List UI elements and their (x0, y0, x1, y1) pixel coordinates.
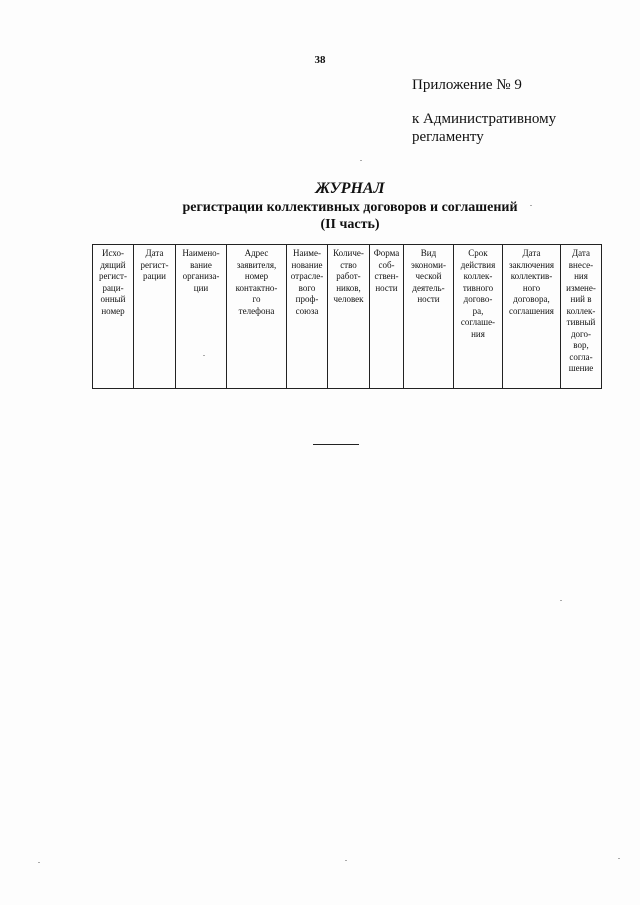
appendix-title: Приложение № 9 (412, 77, 522, 93)
scan-speck (618, 858, 620, 859)
page-number: 38 (314, 54, 326, 66)
column-header-economic-activity: Вид экономи- ческой деятель- ности (404, 245, 454, 389)
scan-speck (203, 355, 205, 356)
journal-subtitle-block (0, 199, 640, 233)
column-header-validity-period: Срок действия коллек- тивного догово- ра, соглаше- ния (454, 245, 503, 389)
scan-speck (560, 600, 562, 601)
appendix-block (412, 76, 556, 146)
scan-speck (530, 205, 532, 206)
journal-title: ЖУРНАЛ (315, 180, 385, 197)
column-header-organization-name: Наимено- вание организа- ции (176, 245, 227, 389)
register-header-row (93, 245, 602, 389)
column-header-applicant-address: Адрес заявителя, номер контактно- го телефона (227, 245, 287, 389)
column-header-employee-count: Количе- ство работ- ников, человек (328, 245, 370, 389)
scan-speck (38, 862, 40, 863)
column-header-conclusion-date: Дата заключения коллектив- ного договора, соглашения (503, 245, 561, 389)
register-table (92, 244, 602, 389)
column-header-ownership-form: Форма соб- ствен- ности (370, 245, 404, 389)
closing-separator-line (313, 444, 359, 445)
journal-subtitle: регистрации коллективных договоров и соглашений (182, 200, 518, 215)
column-header-trade-union: Наиме- нование отрасле- вого проф- союза (287, 245, 328, 389)
column-header-outgoing-number: Исхо- дящий регист- раци- онный номер (93, 245, 134, 389)
appendix-reference-line-1: к Административному (412, 111, 557, 127)
scan-speck (360, 160, 362, 161)
column-header-amendment-date: Дата внесе- ния измене- ний в коллек- тивный дого- вор, согла- шение (561, 245, 602, 389)
journal-part: (II часть) (320, 217, 380, 232)
appendix-reference-line-2: регламенту (412, 129, 484, 145)
column-header-registration-date: Дата регист- рации (134, 245, 176, 389)
scan-speck (345, 860, 347, 861)
